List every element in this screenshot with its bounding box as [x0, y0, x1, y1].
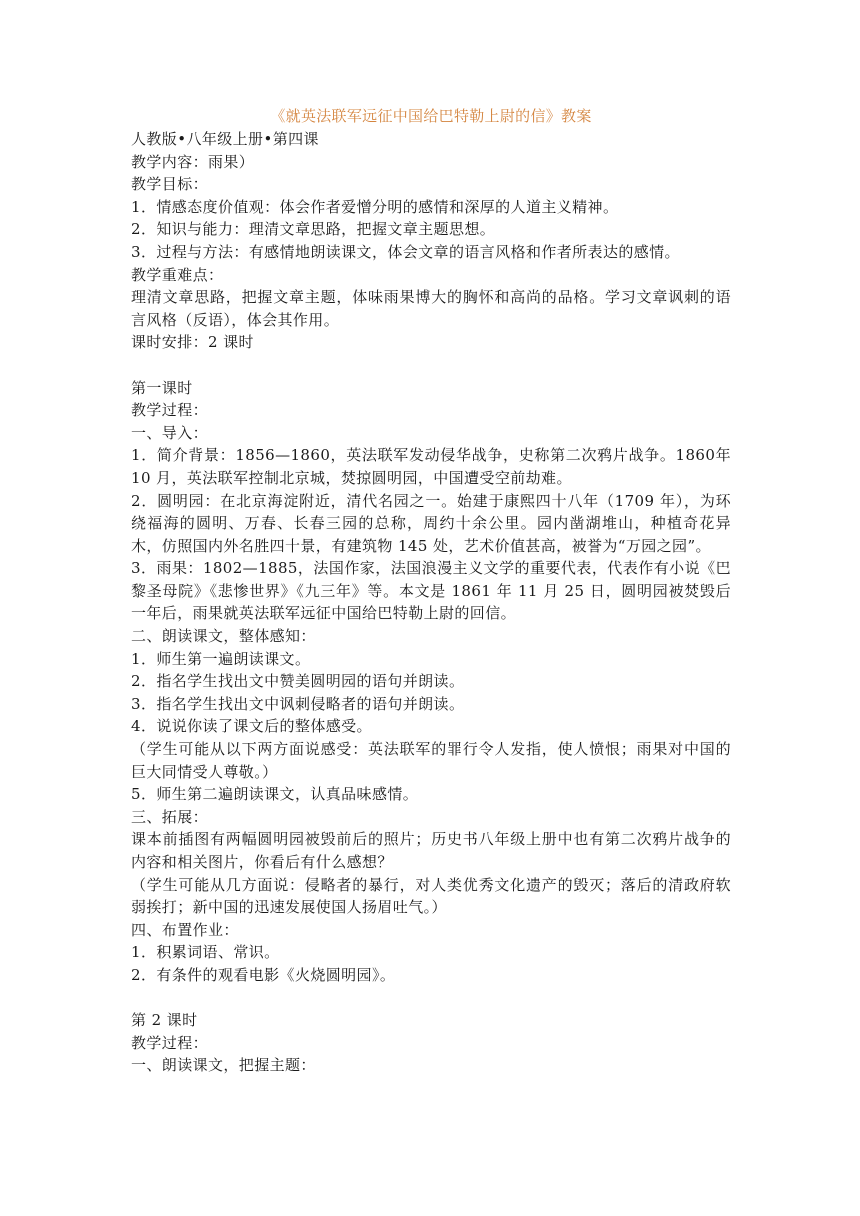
- intro-heading: 一、导入：: [131, 423, 209, 442]
- intro-item: 3．雨果：1802—1885，法国作家，法国浪漫主义文学的重要代表，代表作有小说《巴黎圣母院》《悲惨世界》《九三年》等。本文是 1861 年 11 月 25 日，圆明园被焚毁后一年后，雨果就英法联军远征中国给巴特勒上尉的回信。: [131, 559, 731, 623]
- intro-item: 1．简介背景：1856—1860，英法联军发动侵华战争，史称第二次鸦片战争。1860年 10 月，英法联军控制北京城，焚掠圆明园，中国遭受空前劫难。: [131, 446, 731, 487]
- document-page: [131, 105, 731, 1077]
- reading-item: 1．师生第一遍朗读课文。: [131, 649, 311, 668]
- schedule-line: 课时安排：2 课时: [131, 333, 254, 352]
- teaching-content-line: 教学内容：雨果）: [131, 152, 255, 171]
- reading-heading: 二、朗读课文，整体感知：: [131, 627, 316, 646]
- edition-line: 人教版•八年级上册•第四课: [131, 130, 319, 148]
- reading-item: 5．师生第二遍朗读课文，认真品味感情。: [131, 785, 419, 804]
- lesson2-reading-heading: 一、朗读课文，把握主题：: [131, 1056, 316, 1075]
- expand-heading: 三、拓展：: [131, 807, 209, 826]
- goal-item: 3．过程与方法：有感情地朗读课文，体会文章的语言风格和作者所表达的感情。: [131, 242, 680, 261]
- goal-item: 1．情感态度价值观：体会作者爱憎分明的感情和深厚的人道主义精神。: [131, 197, 619, 216]
- reading-item: 3．指名学生找出文中讽刺侵略者的语句并朗读。: [131, 694, 465, 713]
- blank-line: [131, 987, 731, 1010]
- homework-item: 2．有条件的观看电影《火烧圆明园》。: [131, 965, 396, 984]
- expand-note: （学生可能从几方面说：侵略者的暴行，对人类优秀文化遗产的毁灭；落后的清政府软弱挨打；新中国的迅速发展使国人扬眉吐气。）: [131, 875, 731, 917]
- expand-text: 课本前插图有两幅圆明园被毁前后的照片；历史书八年级上册中也有第二次鸦片战争的内容和相关图片，你看后有什么感想？: [131, 830, 731, 871]
- goal-item: 2．知识与能力：理清文章思路，把握文章主题思想。: [131, 220, 496, 239]
- homework-item: 1．积累词语、常识。: [131, 943, 280, 962]
- key-points-heading: 教学重难点：: [131, 265, 224, 284]
- homework-heading: 四、布置作业：: [131, 920, 239, 939]
- intro-item: 2．圆明园：在北京海淀附近，清代名园之一。始建于康熙四十八年（1709 年），为环绕福海的圆明、万春、长春三园的总称，周约十余公里。园内凿湖堆山，种植奇花异木，仿照国内外名胜四十景，有建筑物 145 处，艺术价值甚高，被誉为“万园之园”。: [131, 491, 731, 555]
- lesson1-process-heading: 教学过程：: [131, 401, 209, 420]
- lesson2-title: 第 2 课时: [131, 1011, 198, 1030]
- document-title: 《就英法联军远征中国给巴特勒上尉的信》教案: [270, 107, 592, 125]
- lesson2-process-heading: 教学过程：: [131, 1033, 209, 1052]
- reading-note: （学生可能从以下两方面说感受：英法联军的罪行令人发指，使人愤恨；雨果对中国的巨大同情受人尊敬。）: [131, 740, 731, 781]
- lesson1-title: 第一课时: [131, 378, 193, 397]
- reading-item: 4．说说你读了课文后的整体感受。: [131, 717, 372, 736]
- reading-item: 2．指名学生找出文中赞美圆明园的语句并朗读。: [131, 672, 465, 691]
- key-points-text: 理清文章思路，把握文章主题，体味雨果博大的胸怀和高尚的品格。学习文章讽刺的语言风格（反语），体会其作用。: [131, 288, 731, 329]
- blank-line: [131, 354, 731, 377]
- goals-heading: 教学目标：: [131, 175, 209, 194]
